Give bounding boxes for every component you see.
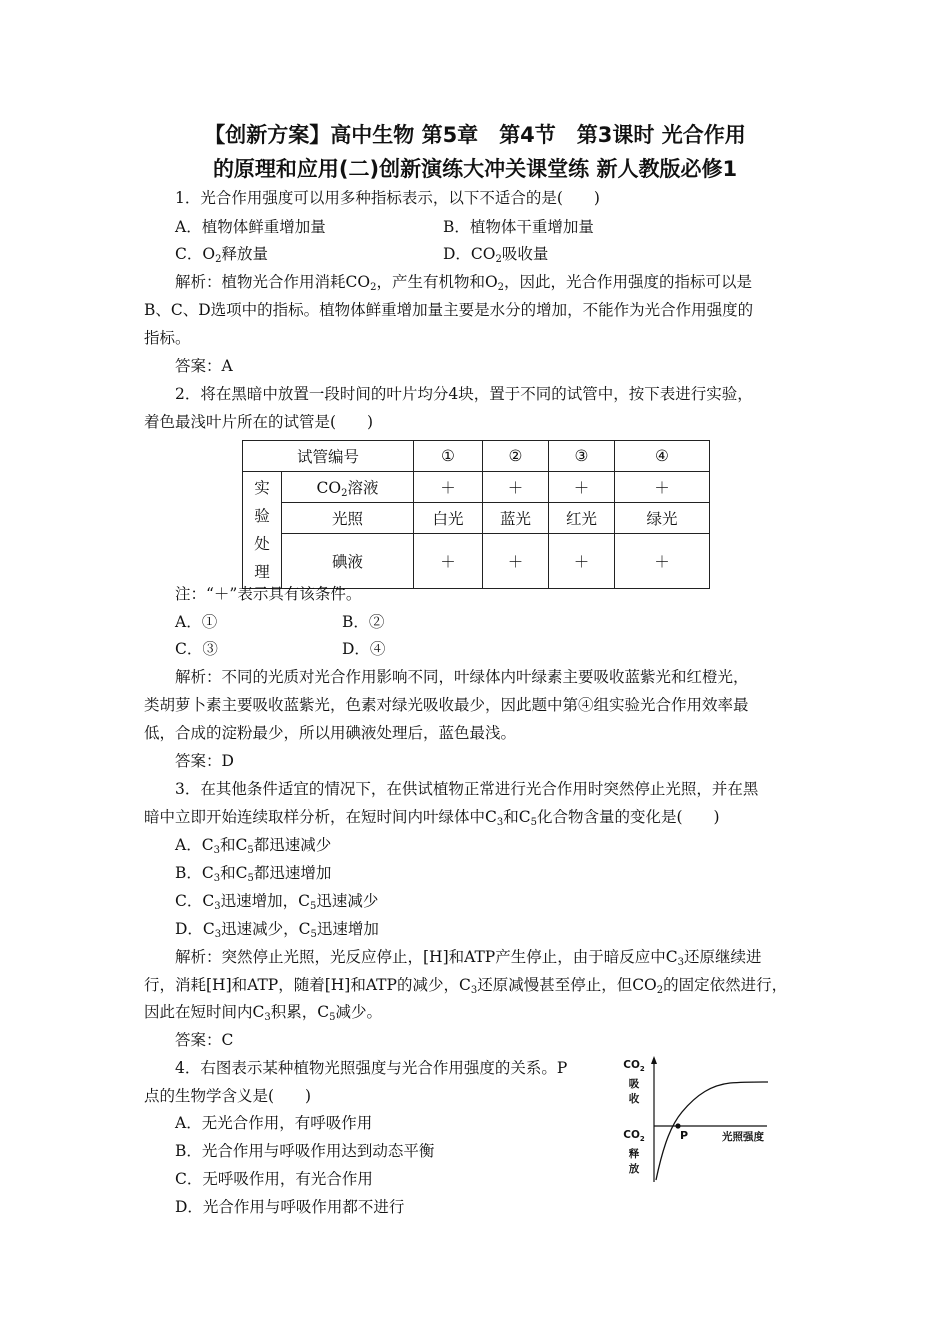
q3-analysis-line1 <box>175 946 761 974</box>
q2-analysis-line1: 解析：不同的光质对光合作用影响不同，叶绿体内叶绿素主要吸收蓝紫光和红橙光， <box>175 668 749 686</box>
subscript: 5 <box>530 817 537 828</box>
text <box>619 1058 649 1077</box>
table-header-label: 试管编号 <box>243 441 414 472</box>
text: A．C <box>175 836 214 854</box>
table-group-label <box>243 472 282 589</box>
text: 和C <box>220 864 248 882</box>
text: 因此在短时间内C <box>144 1003 265 1021</box>
table-header-row <box>243 441 710 472</box>
co2-release-label <box>619 1128 649 1177</box>
point-p-label: P <box>680 1129 689 1142</box>
text: 释放量 <box>221 245 268 263</box>
table-cell: 绿光 <box>615 503 710 534</box>
table-cell: ＋ <box>549 472 615 503</box>
text: B．C <box>175 864 214 882</box>
co2-absorb-label <box>619 1058 649 1107</box>
q1-analysis-line1 <box>175 271 752 299</box>
text: D．CO <box>443 245 496 263</box>
q1-option-a: A．植物体鲜重增加量 <box>175 218 326 236</box>
text: 迅速增加 <box>316 920 379 938</box>
q2-option-b: B．② <box>342 613 385 631</box>
q3-stem-line2 <box>144 806 720 834</box>
q1-stem: 1．光合作用强度可以用多种指标表示，以下不适合的是( ) <box>175 189 600 207</box>
table-header-cell: ④ <box>615 441 710 472</box>
table-cell: ＋ <box>615 534 710 589</box>
text: 还原继续进 <box>683 948 762 966</box>
q4-option-c: C．无呼吸作用，有光合作用 <box>175 1170 373 1188</box>
subscript: 3 <box>264 1012 271 1023</box>
table-header-cell: ③ <box>549 441 615 472</box>
subscript: 2 <box>215 254 222 265</box>
text: D．C <box>175 920 215 938</box>
text: 的固定依然进行， <box>663 976 788 994</box>
q2-note: 注：“＋”表示具有该条件。 <box>175 585 362 603</box>
subscript: 5 <box>309 901 317 912</box>
q3-analysis-line2 <box>144 974 787 1002</box>
table-cell: ＋ <box>414 534 483 589</box>
text: 化合物含量的变化是( ) <box>537 808 720 826</box>
text: 还原减慢甚至停止，但CO <box>477 976 657 994</box>
subscript: 2 <box>639 1065 645 1073</box>
text: 实 <box>254 479 270 497</box>
text: 暗中立即开始连续取样分析，在短时间内叶绿体中C <box>144 808 497 826</box>
text: 减少。 <box>335 1003 383 1021</box>
text <box>619 1128 649 1147</box>
subscript: 3 <box>213 873 221 884</box>
text: 迅速减少 <box>316 892 379 910</box>
q4-option-b: B．光合作用与呼吸作用达到动态平衡 <box>175 1142 435 1160</box>
table-cell: ＋ <box>615 472 710 503</box>
text: ，因此，光合作用强度的指标可以是 <box>504 273 753 291</box>
text: 都迅速减少 <box>253 836 332 854</box>
subscript: 3 <box>496 817 504 828</box>
q1-option-d <box>443 243 548 271</box>
text: 迅速增加，C <box>220 892 310 910</box>
text: CO <box>316 478 342 497</box>
q4-stem-line1: 4．右图表示某种植物光照强度与光合作用强度的关系。P <box>175 1059 568 1077</box>
table-header-cell: ① <box>414 441 483 472</box>
q2-stem-line2: 着色最浅叶片所在的试管是( ) <box>144 413 374 431</box>
table-cell: 红光 <box>549 503 615 534</box>
q2-analysis-line3: 低，合成的淀粉最少，所以用碘液处理后，蓝色最浅。 <box>144 724 517 742</box>
text: 收 <box>628 1093 640 1105</box>
table-cell: ＋ <box>414 472 483 503</box>
table-cell: 蓝光 <box>483 503 549 534</box>
text: 放 <box>628 1163 640 1175</box>
subscript: 3 <box>470 985 478 996</box>
q3-answer: 答案：C <box>175 1031 234 1049</box>
q3-option-d <box>175 918 379 946</box>
subscript: 5 <box>310 929 317 940</box>
text: 溶液 <box>347 478 379 497</box>
text: 理 <box>254 563 270 581</box>
subscript: 5 <box>247 873 254 884</box>
q3-stem-line1: 3．在其他条件适宜的情况下，在供试植物正常进行光合作用时突然停止光照，并在黑 <box>175 780 759 798</box>
table-row <box>243 503 710 534</box>
table-cell: ＋ <box>483 534 549 589</box>
light-curve-figure <box>612 1056 788 1184</box>
table-row <box>243 472 710 503</box>
q1-analysis-line2: B、C、D选项中的指标。植物体鲜重增加量主要是水分的增加，不能作为光合作用强度的 <box>144 301 754 319</box>
q1-answer: 答案：A <box>175 357 233 375</box>
q1-analysis-line3: 指标。 <box>144 329 191 347</box>
subscript: 2 <box>495 254 502 265</box>
table-cell: 白光 <box>414 503 483 534</box>
text: 积累，C <box>270 1003 330 1021</box>
q2-option-a: A．① <box>175 613 218 631</box>
text: 和C <box>219 836 248 854</box>
subscript: 2 <box>370 282 377 293</box>
text: 验 <box>254 507 270 525</box>
table-row-label: 碘液 <box>282 534 414 589</box>
page-title-line2: 的原理和应用(二)创新演练大冲关课堂练 新人教版必修1 <box>212 157 738 181</box>
q2-analysis-line2: 类胡萝卜素主要吸收蓝紫光，色素对绿光吸收最少，因此题中第④组实验光合作用效率最 <box>144 696 749 714</box>
q3-option-a <box>175 834 331 862</box>
subscript: 2 <box>656 985 664 996</box>
subscript: 3 <box>677 957 684 968</box>
q3-option-c <box>175 890 378 918</box>
text: 行，消耗[H]和ATP，随着[H]和ATP的减少，C <box>144 976 471 994</box>
text: 和C <box>503 808 531 826</box>
subscript: 2 <box>497 282 505 293</box>
q2-stem-line1: 2．将在黑暗中放置一段时间的叶片均分4块，置于不同的试管中，按下表进行实验， <box>175 385 753 403</box>
text: 迅速减少，C <box>221 920 311 938</box>
q3-option-b <box>175 862 331 890</box>
text: ，产生有机物和O <box>376 273 498 291</box>
x-axis-label: 光照强度 <box>722 1131 764 1143</box>
q2-option-d: D．④ <box>342 640 386 658</box>
subscript: 2 <box>639 1135 645 1143</box>
q1-option-b: B．植物体干重增加量 <box>443 218 594 236</box>
table-row-label: 光照 <box>282 503 414 534</box>
table-header-cell: ② <box>483 441 549 472</box>
experiment-table <box>242 440 710 589</box>
text: 解析：突然停止光照，光反应停止，[H]和ATP产生停止，由于暗反应中C <box>175 948 678 966</box>
page-title-line1: 【创新方案】高中生物 第5章 第4节 第3课时 光合作用 <box>204 123 746 147</box>
table-row <box>243 534 710 589</box>
subscript: 5 <box>329 1012 336 1023</box>
table-cell: ＋ <box>483 472 549 503</box>
q1-option-c <box>175 243 268 271</box>
text: 释 <box>628 1148 640 1160</box>
text: 处 <box>254 535 270 553</box>
text: 吸 <box>628 1078 640 1090</box>
subscript: 3 <box>214 929 222 940</box>
text: C．O <box>175 245 216 263</box>
subscript: 3 <box>213 845 220 856</box>
q4-option-d: D．光合作用与呼吸作用都不进行 <box>175 1198 405 1216</box>
text: C．C <box>175 892 215 910</box>
text: CO <box>623 1129 640 1141</box>
text: 解析：植物光合作用消耗CO <box>175 273 371 291</box>
table-row-label <box>282 472 414 503</box>
q4-option-a: A．无光合作用，有呼吸作用 <box>175 1114 373 1132</box>
table-cell: ＋ <box>549 534 615 589</box>
text: CO <box>623 1059 640 1071</box>
text: 吸收量 <box>501 245 549 263</box>
subscript: 2 <box>341 487 348 499</box>
text: 都迅速增加 <box>253 864 332 882</box>
y-axis-arrow-icon <box>651 1056 657 1064</box>
q2-answer: 答案：D <box>175 752 234 770</box>
subscript: 5 <box>247 845 254 856</box>
q2-option-c: C．③ <box>175 640 218 658</box>
subscript: 3 <box>214 901 221 912</box>
q4-stem-line2: 点的生物学含义是( ) <box>144 1087 312 1105</box>
q3-analysis-line3 <box>144 1001 382 1029</box>
